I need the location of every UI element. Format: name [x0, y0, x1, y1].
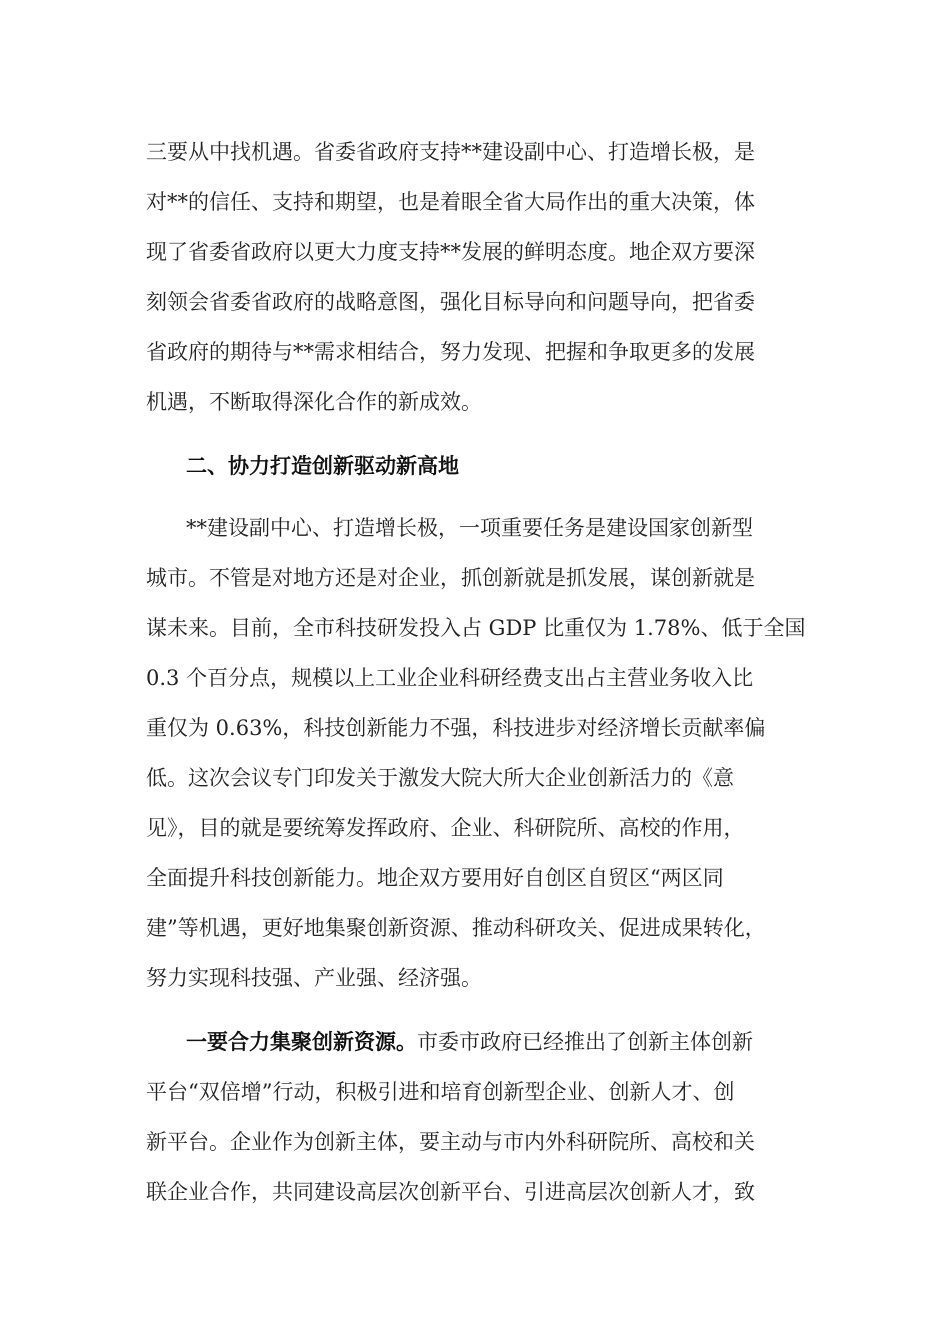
body-text-line: 城市。不管是对地方还是对企业，抓创新就是抓发展，谋创新就是 — [146, 566, 755, 590]
body-text-line: 刻领会省委省政府的战略意图，强化目标导向和问题导向，把省委 — [146, 290, 755, 314]
body-text-line: 建”等机遇，更好地集聚创新资源、推动科研攻关、促进成果转化， — [146, 916, 766, 940]
body-text-line: 低。这次会议专门印发关于激发大院大所大企业创新活力的《意 — [146, 766, 734, 790]
body-text-line: 现了省委省政府以更大力度支持**发展的鲜明态度。地企双方要深 — [146, 240, 755, 264]
body-text-line: 新平台。企业作为创新主体，要主动与市内外科研院所、高校和关 — [146, 1130, 755, 1154]
body-text-line: 省政府的期待与**需求相结合，努力发现、把握和争取更多的发展 — [146, 340, 755, 364]
body-text-line: 对**的信任、支持和期望，也是着眼全省大局作出的重大决策，体 — [146, 190, 755, 214]
section-heading: 二、协力打造创新驱动新高地 — [186, 453, 459, 478]
body-text-line — [186, 1028, 753, 1056]
paragraph-lead-bold: 一要合力集聚创新资源。 — [186, 1029, 417, 1054]
body-text-line: 机遇，不断取得深化合作的新成效。 — [146, 390, 482, 414]
body-text-line: 见》，目的就是要统筹发挥政府、企业、科研院所、高校的作用， — [146, 816, 745, 840]
body-text-line: 重仅为 0.63%，科技创新能力不强，科技进步对经济增长贡献率偏 — [146, 716, 766, 740]
body-text-line: 0.3 个百分点，规模以上工业企业科研经费支出占主营业务收入比 — [146, 666, 754, 690]
body-text-line: 平台“双倍增”行动，积极引进和培育创新型企业、创新人才、创 — [146, 1080, 735, 1104]
body-text-line: **建设副中心、打造增长极，一项重要任务是建设国家创新型 — [186, 516, 753, 540]
body-text-line: 全面提升科技创新能力。地企双方要用好自创区自贸区“两区同 — [146, 866, 724, 890]
body-text-line: 谋未来。目前，全市科技研发投入占 GDP 比重仅为 1.78%、低于全国 — [146, 616, 806, 640]
body-text-line: 三要从中找机遇。省委省政府支持**建设副中心、打造增长极，是 — [146, 140, 755, 164]
body-text-line: 努力实现科技强、产业强、经济强。 — [146, 966, 482, 990]
body-text-line: 联企业合作，共同建设高层次创新平台、引进高层次创新人才，致 — [146, 1180, 755, 1204]
paragraph-text: 市委市政府已经推出了创新主体创新 — [417, 1030, 753, 1054]
